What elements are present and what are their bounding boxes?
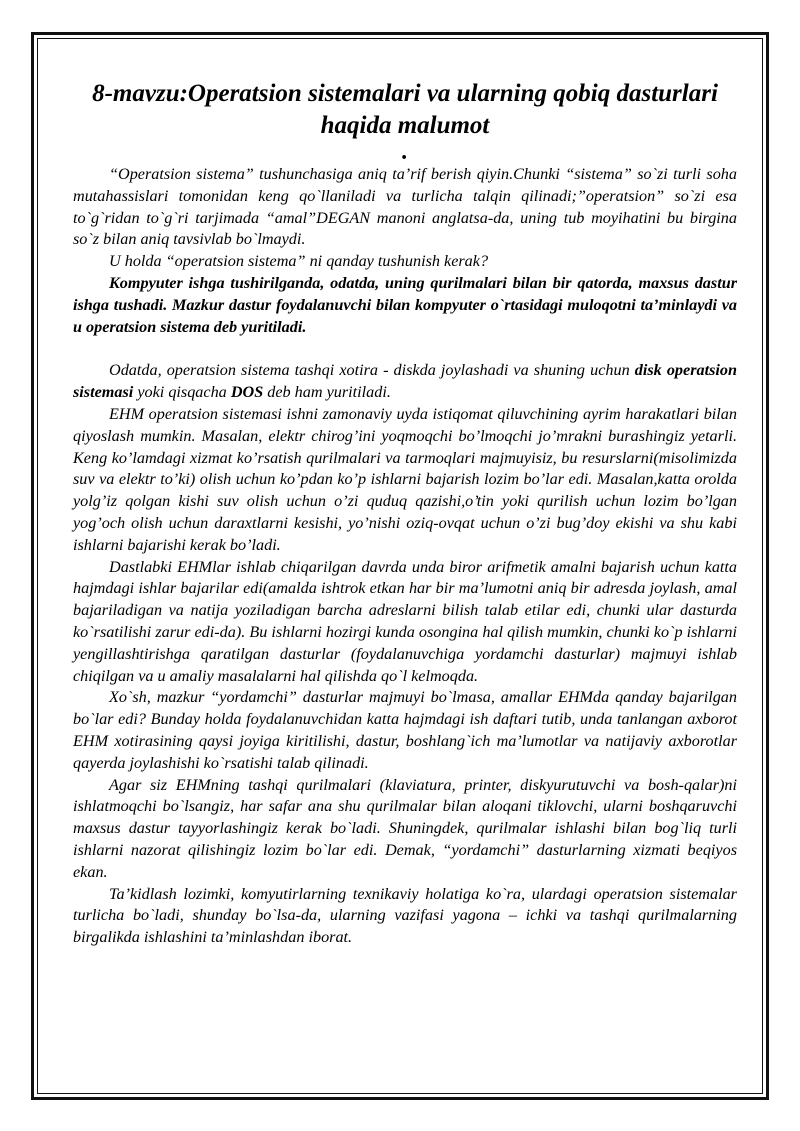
term-dos-abbr: DOS (230, 383, 264, 402)
paragraph-7 (73, 687, 737, 774)
paragraph-text: deb ham yuritiladi. (263, 383, 391, 402)
paragraph-8 (73, 775, 737, 884)
paragraph-text: Ta’kidlash lozimki, komyutirlarning texnikaviy holatiga ko`ra, ulardagi operatsion sistemalar turlicha bo`ladi, shunday bo`lsa-da, ularning vazifasi yagona – ichki va tashqi qurilmalarning birgalikda ishlashini ta’minlashdan iborat. (73, 884, 737, 947)
document-content (73, 78, 737, 949)
paragraph-text: “Operatsion sistema” tushunchasiga aniq ta’rif berish qiyin.Chunki “sistema” so`zi turli soha mutahassislari tomonidan keng qo`llaniladi va turlicha talqin qilinadi;”operatsion” so`zi esa to`g`ridan to`g`ri tarjimada “amal”DEGAN manoni anglatsa-da, uning tub moyihatini bu birgina so`z bilan aniq tavsivlab bo`lmaydi. (73, 165, 737, 249)
paragraph-1 (73, 164, 737, 251)
paragraph-5 (73, 404, 737, 557)
paragraph-text: yoki qisqacha (133, 383, 231, 402)
document-body (73, 164, 737, 949)
paragraph-3-bold (73, 273, 737, 338)
paragraph-4 (73, 360, 737, 404)
paragraph-text: Kompyuter ishga tushirilganda, odatda, uning qurilmalari bilan bir qatorda, maxsus dastur ishga tushadi. Mazkur dastur foydalanuvchi bilan kompyuter o`rtasidagi muloqotni ta’minlaydi va u operatsion sistema deb yuritiladi. (73, 273, 737, 336)
paragraph-text: Xo`sh, mazkur “yordamchi” dasturlar majmuyi bo`lmasa, amallar EHMda qanday bajarilgan bo`lar edi? Bunday holda foydalanuvchidan katta hajmdagi ish daftari tutib, unda tanlangan axborot EHM xotirasining qaysi joyiga kiritilishi, dastur, boshlang`ich ma’lumotlar va natijaviy axborotlar qayerda joylashishi ko`rsatishi talab qilinadi. (73, 688, 737, 772)
paragraph-2 (73, 251, 737, 273)
paragraph-text: U holda “operatsion sistema” ni qanday tushunish kerak? (109, 252, 489, 271)
paragraph-6 (73, 557, 737, 688)
paragraph-text: Odatda, operatsion sistema tashqi xotira - diskda joylashadi va shuning uchun (109, 361, 635, 380)
paragraph-text: Agar siz EHMning tashqi qurilmalari (klaviatura, printer, diskyurutuvchi va bosh-qalar)ni ishlatmoqchi bo`lsangiz, har safar ana shu qurilmalar bilan aloqani tiklovchi, ularni boshqaruvchi maxsus dastur tayyorlashingiz kerak bo`ladi. Shuningdek, qurilmalar ishlashi bilan bog`liq turli ishlarni nazorat qilishingiz lozim bo`lar edi. Demak, “yordamchi” dasturlarning xizmati beqiyos ekan. (73, 775, 737, 881)
paragraph-9 (73, 884, 737, 949)
term-dos-name: disk operatsion sistemasi (73, 361, 737, 402)
paragraph-text: EHM operatsion sistemasi ishni zamonaviy uyda istiqomat qiluvchining ayrim harakatlari bilan qiyoslash mumkin. Masalan, elektr chirog’ini yoqmoqchi bo’lmoqchi jo’mrakni burashingiz yetarli. Keng ko’lamdagi xizmat ko’rsatish qurilmalari va tarmoqlari majmuyisiz, bu resurslarni(misolimizda suv va elektr to’ki) olish uchun ko’pdan ko’p ishlarni bajarish lozim bo’lar edi. Masalan,katta orolda yolg’iz qolgan kishi suv olish uchun o’zi quduq qazishi,o’tin yoki qurilish uchun lozim bo’lgan yog’och olish uchun daraxtlarni kesishi, yo’nishi oziq-ovqat uchun o’zi bug’doy ekishi va shu kabi ishlarni bajarishi kerak bo’ladi. (73, 404, 737, 554)
document-title: 8-mavzu:Operatsion sistemalari va ularning qobiq dasturlari haqida malumot (92, 80, 718, 139)
title-dot: . (402, 139, 408, 165)
blank-line (73, 338, 737, 360)
paragraph-text: Dastlabki EHMlar ishlab chiqarilgan davrda unda biror arifmetik amalni bajarish uchun katta hajmdagi ishlar bajarilar edi(amalda ishtrok etkan har bir ma’lumotni aniq bir adresda joylash, amal bajariladigan va natija yoziladigan barcha adreslarni bilish talab etilar edi, chunki ular dasturda ko`rsatilishi zarur edi-da). Bu ishlarni hozirgi kunda osongina hal qilish mumkin, chunki ko`p ishlarni yengillashtirishga qaratilgan dasturlar (foydalanuvchiga yordamchi dasturlar) majmuyi ishlab chiqilgan va u amaliy masalalarni hal qilishda qo`l kelmoqda. (73, 557, 737, 685)
